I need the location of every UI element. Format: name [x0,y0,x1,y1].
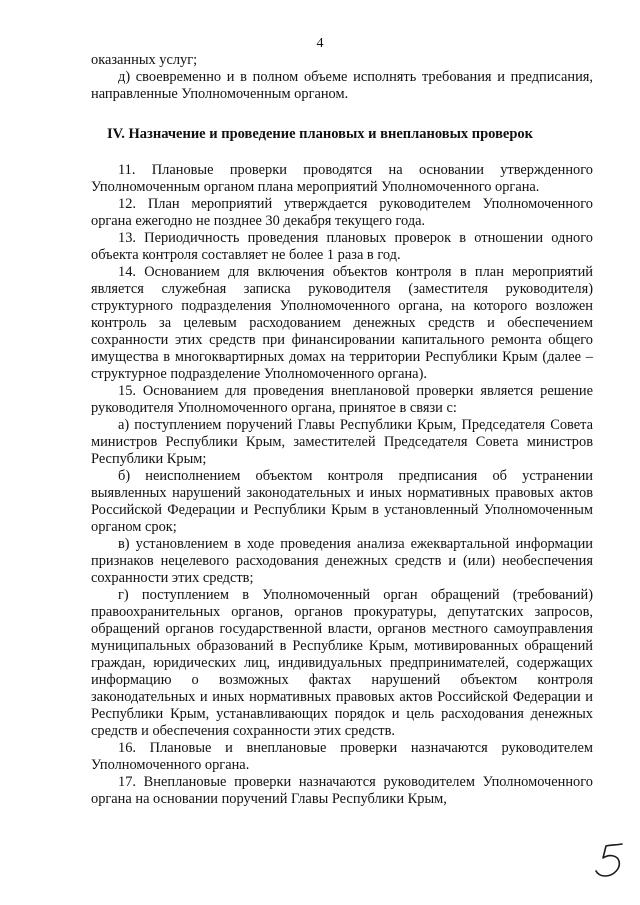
section-body [91,162,593,808]
paragraph-continuation: оказанных услуг; [91,52,198,68]
paragraph-item-d: д) своевременно и в полном объеме исполнять требования и предписания, направленные Уполномоченным органом. [91,69,593,102]
paragraph-14: 14. Основанием для включения объектов контроля в план мероприятий является служебная записка руководителя (заместителя руководителя) структурного подразделения Уполномоченного органа, на которого возложен контроль за целевым расходованием денежных средств и обеспечением сохранности этих средств при финансировании капитального ремонта общего имущества в многоквартирных домах на территории Республики Крым (далее – структурное подразделение Уполномоченного органа). [91,264,593,382]
section-heading: IV. Назначение и проведение плановых и внеплановых проверок [106,126,534,142]
page-number: 4 [316,36,324,51]
paragraph-16: 16. Плановые и внеплановые проверки назначаются руководителем Уполномоченного органа. [91,740,593,773]
paragraph-13: 13. Периодичность проведения плановых проверок в отношении одного объекта контроля составляет не более 1 раза в год. [91,230,593,263]
paragraph-12: 12. План мероприятий утверждается руководителем Уполномоченного органа ежегодно не позднее 30 декабря текущего года. [91,196,593,229]
top-block [91,52,593,103]
paragraph-15: 15. Основанием для проведения внеплановой проверки является решение руководителя Уполномоченного органа, принятое в связи с: [91,383,593,416]
paragraph-15b: б) неисполнением объектом контроля предписания об устранении выявленных нарушений законодательных и иных нормативных правовых актов Российской Федерации и Республики Крым в установленный Уполномоченным органом срок; [91,468,593,535]
paragraph-17: 17. Внеплановые проверки назначаются руководителем Уполномоченного органа на основании поручений Главы Республики Крым, [91,774,593,807]
paragraph-11: 11. Плановые проверки проводятся на основании утвержденного Уполномоченным органом плана мероприятий Уполномоченного органа. [91,162,593,195]
handwritten-page-mark [592,838,632,882]
paragraph-15v: в) установлением в ходе проведения анализа ежеквартальной информации признаков нецелевого расходования денежных средств и (или) необеспечения сохранности этих средств; [91,536,593,586]
paragraph-15a: а) поступлением поручений Главы Республики Крым, Председателя Совета министров Республики Крым, заместителей Председателя Совета министров Республики Крым; [91,417,593,467]
paragraph-15g: г) поступлением в Уполномоченный орган обращений (требований) правоохранительных органов, органов прокуратуры, депутатских запросов, обращений органов государственной власти, органов местного самоуправления муниципальных образований в Республике Крым, мотивированных обращений граждан, юридических лиц, индивидуальных предпринимателей, содержащих информацию о возможных фактах нарушений объектом контроля законодательных и иных нормативных правовых актов Российской Федерации и Республики Крым, устанавливающих порядок и цель расходования денежных средств и обеспечения сохранности этих средств. [91,587,593,739]
